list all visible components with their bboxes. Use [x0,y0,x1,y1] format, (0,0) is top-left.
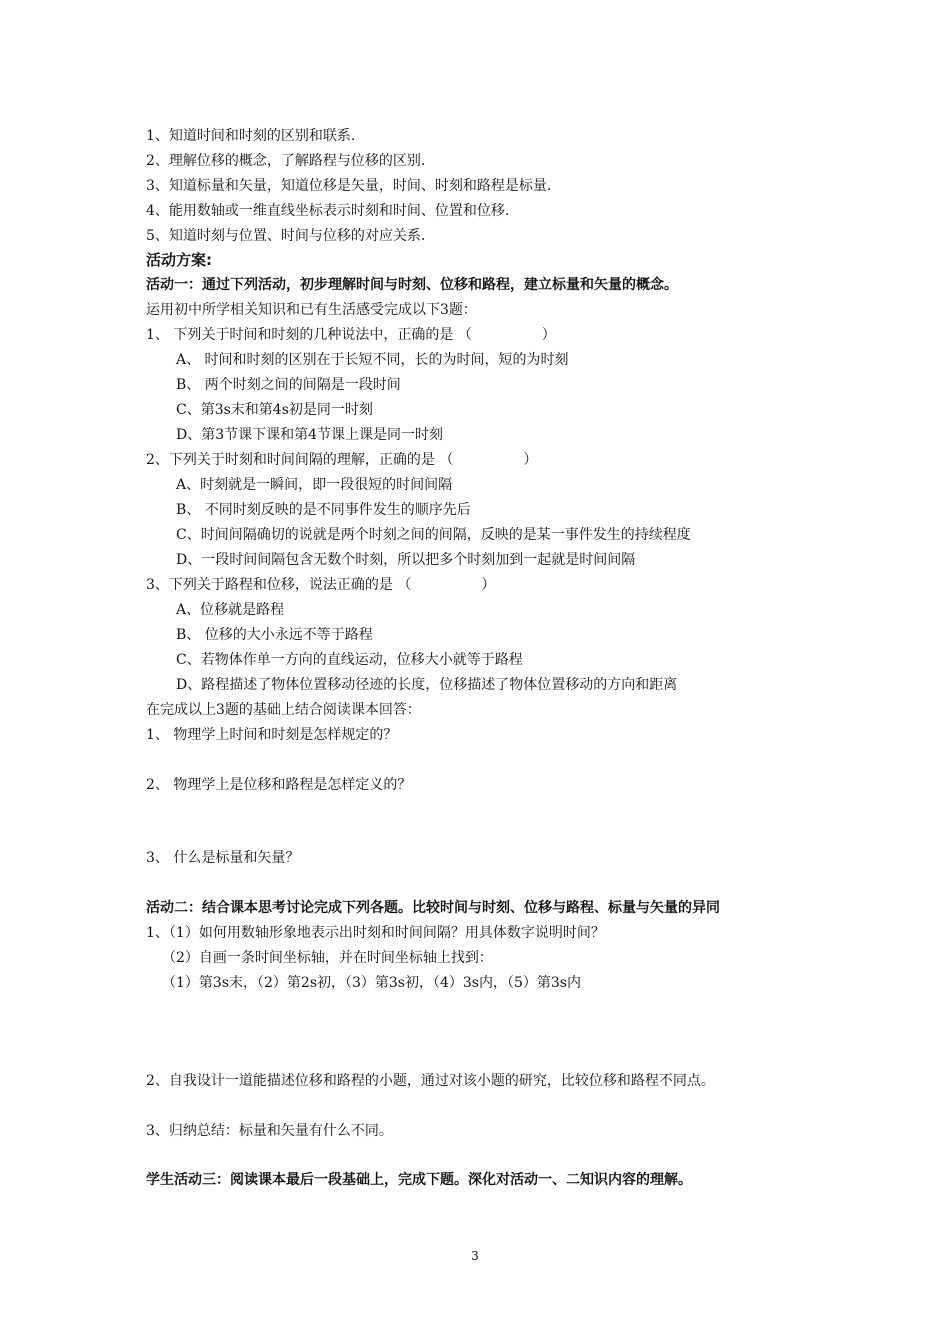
question-1-option-d: D、第3节课下课和第4节课上课是同一时刻 [176,427,444,443]
objective-3: 3、知道标量和矢量，知道位移是矢量，时间、时刻和路程是标量. [146,178,552,194]
activity1-title: 活动一：通过下列活动，初步理解时间与时刻、位移和路程，建立标量和矢量的概念。 [146,277,678,293]
question-1-option-b: B、 两个时刻之间的间隔是一段时间 [176,377,401,393]
question-2-option-d: D、一段时间间隔包含无数个时刻，所以把多个时刻加到一起就是时间间隔 [176,552,636,568]
question-1-option-c: C、第3s末和第4s初是同一时刻 [176,402,373,418]
question-3-option-a: A、位移就是路程 [176,602,285,618]
question-2-option-b: B、 不同时刻反映的是不同事件发生的顺序先后 [176,502,471,518]
reading-question-2: 2、 物理学上是位移和路程是怎样定义的？ [146,777,412,793]
objective-5: 5、知道时刻与位置、时间与位移的对应关系. [146,228,426,244]
question-1-stem: 1、 下列关于时间和时刻的几种说法中，正确的是 （ ） [146,327,556,343]
objective-2: 2、理解位移的概念，了解路程与位移的区别. [146,153,426,169]
reading-question-1: 1、 物理学上时间和时刻是怎样规定的？ [146,727,398,743]
question-3-option-c: C、若物体作单一方向的直线运动，位移大小就等于路程 [176,652,523,668]
activity2-title: 活动二：结合课本思考讨论完成下列各题。比较时间与时刻、位移与路程、标量与矢量的异同 [146,900,720,916]
plan-heading: 活动方案: [146,251,212,269]
reading-question-3: 3、 什么是标量和矢量？ [146,850,300,866]
question-1-option-a: A、 时间和时刻的区别在于长短不同，长的为时间，短的为时刻 [176,352,569,368]
question-3-stem: 3、下列关于路程和位移，说法正确的是 （ ） [146,577,496,593]
question-2-option-a: A、时刻就是一瞬间，即一段很短的时间间隔 [176,477,453,493]
question-2-stem: 2、下列关于时刻和时间间隔的理解，正确的是 （ ） [146,452,538,468]
objective-4: 4、能用数轴或一维直线坐标表示时刻和时间、位置和位移. [146,203,510,219]
question-2-option-c: C、时间间隔确切的说就是两个时刻之间的间隔，反映的是某一事件发生的持续程度 [176,527,691,543]
question-3-option-b: B、 位移的大小永远不等于路程 [176,627,373,643]
activity1-intro: 运用初中所学相关知识和已有生活感受完成以下3题： [146,302,477,318]
activity2-q2: 2、自我设计一道能描述位移和路程的小题，通过对该小题的研究，比较位移和路程不同点。 [146,1073,715,1089]
activity2-q1-line3: （1）第3s末，（2）第2s初，（3）第3s初，（4）3s内，（5）第3s内 [162,975,581,991]
activity2-q3: 3、归纳总结：标量和矢量有什么不同。 [146,1123,393,1139]
reading-intro: 在完成以上3题的基础上结合阅读课本回答： [146,702,421,718]
activity2-q1-line2: （2）自画一条时间坐标轴，并在时间坐标轴上找到： [162,950,493,966]
activity2-q1-line1: 1、（1）如何用数轴形象地表示出时刻和时间间隔？用具体数字说明时间？ [146,925,605,941]
question-3-option-d: D、路程描述了物体位置移动径迹的长度，位移描述了物体位置移动的方向和距离 [176,677,678,693]
objective-1: 1、知道时间和时刻的区别和联系. [146,128,356,144]
page-number: 3 [471,1249,479,1263]
activity3-title: 学生活动三：阅读课本最后一段基础上，完成下题。深化对活动一、二知识内容的理解。 [146,1172,692,1188]
